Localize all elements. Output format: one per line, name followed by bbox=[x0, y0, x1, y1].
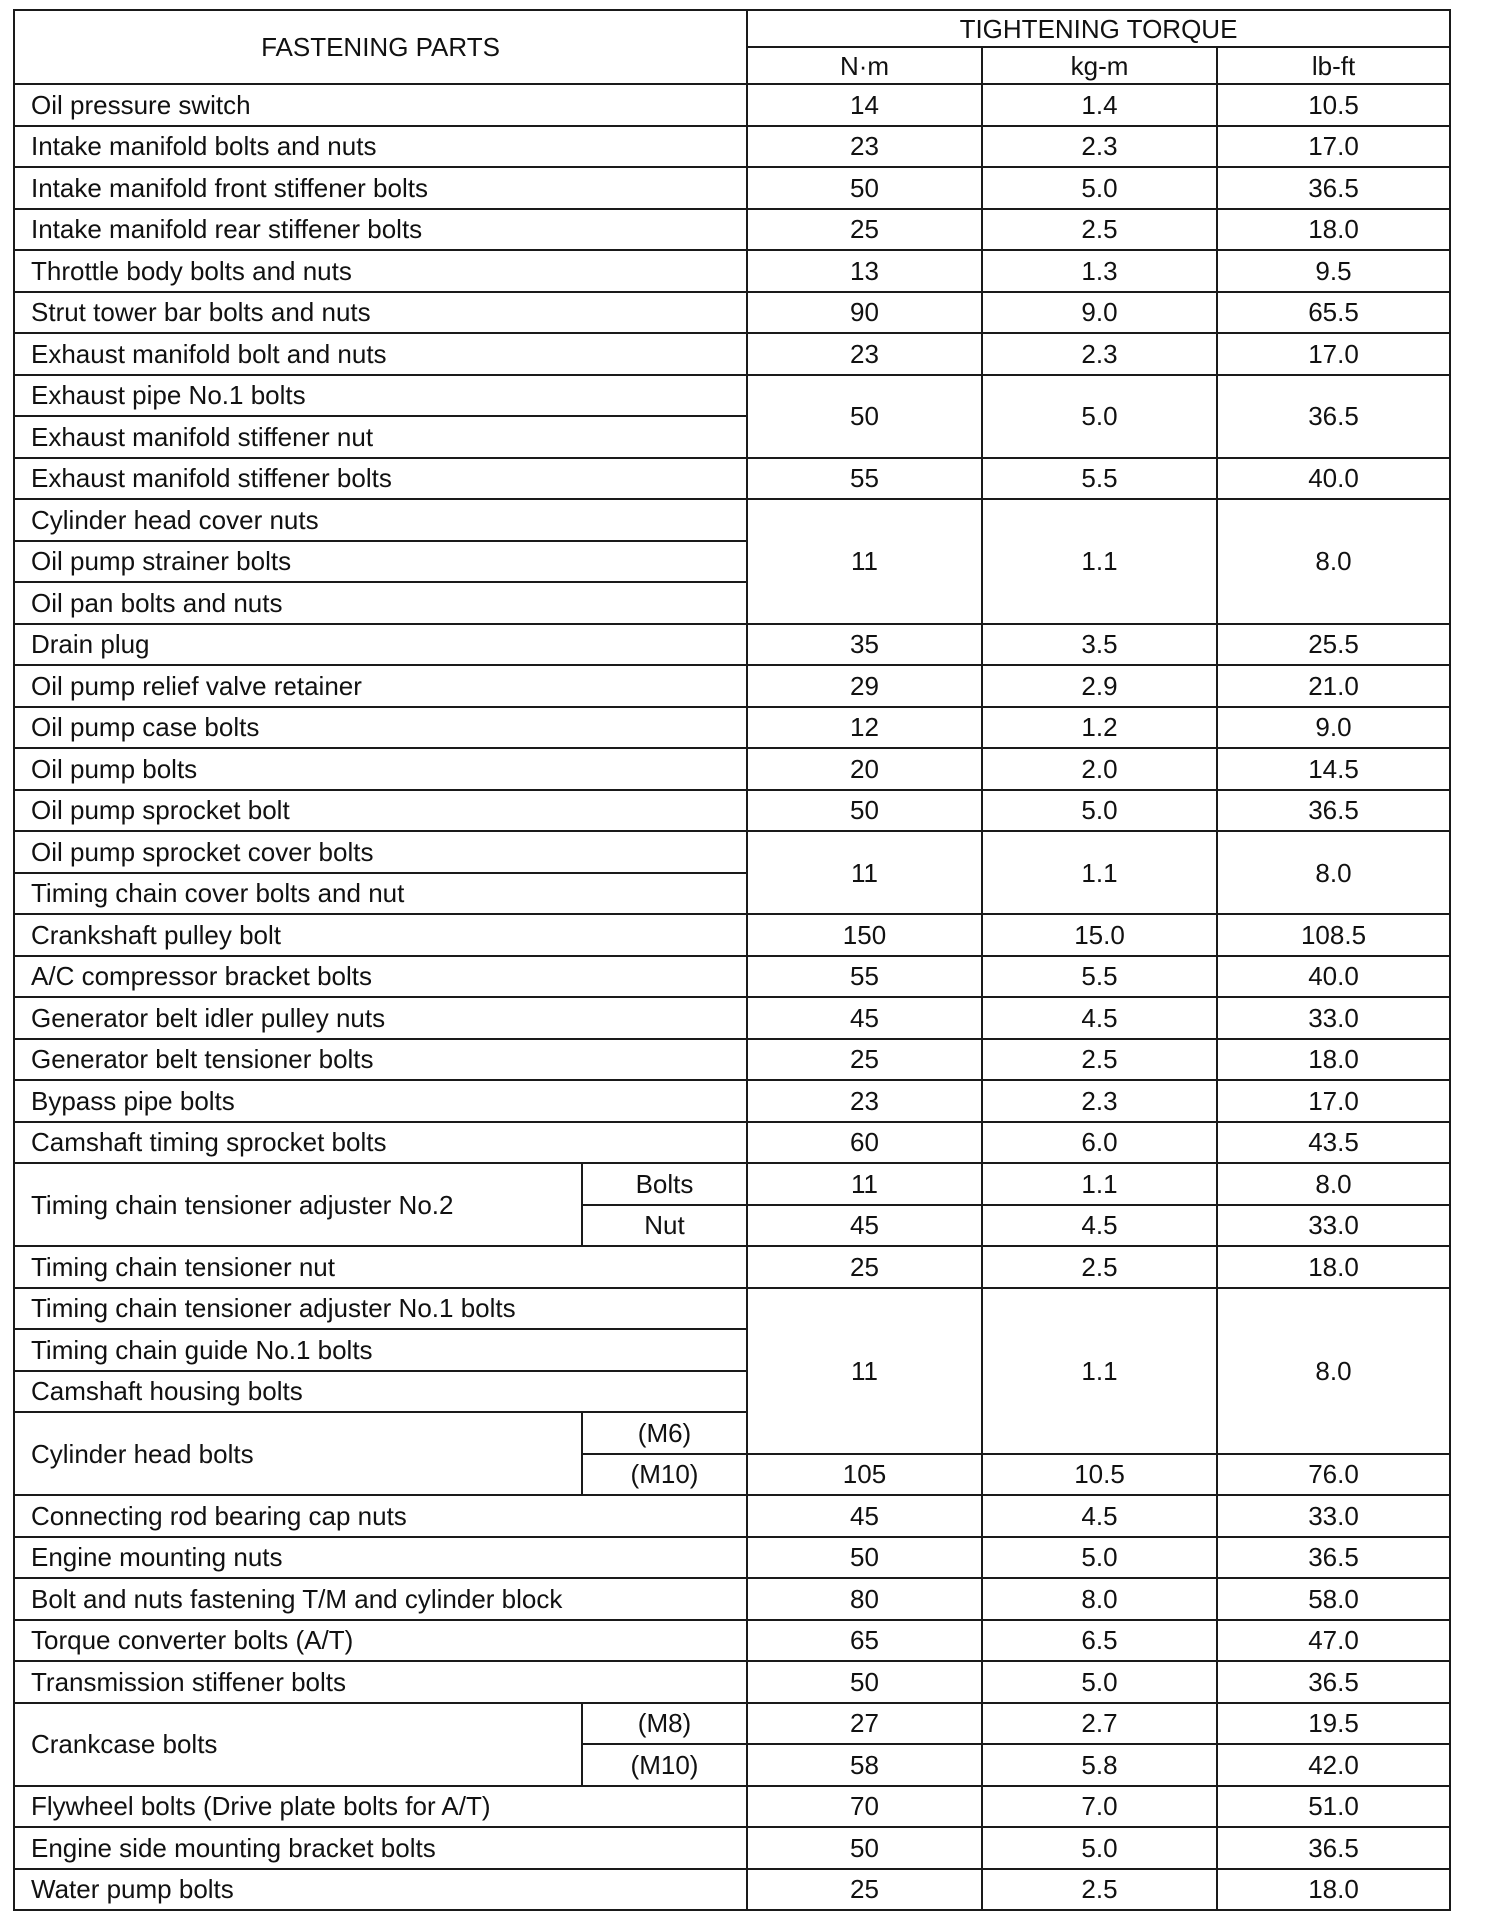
part-name: A/C compressor bracket bolts bbox=[14, 956, 747, 998]
torque-lbft: 9.0 bbox=[1217, 707, 1450, 749]
table-row bbox=[14, 167, 1450, 209]
torque-lbft: 8.0 bbox=[1217, 1163, 1450, 1205]
torque-kgm: 4.5 bbox=[982, 1495, 1217, 1537]
part-name: Camshaft timing sprocket bolts bbox=[14, 1122, 747, 1164]
torque-kgm: 10.5 bbox=[982, 1454, 1217, 1496]
torque-kgm: 1.1 bbox=[982, 831, 1217, 914]
torque-lbft: 42.0 bbox=[1217, 1744, 1450, 1786]
table-row bbox=[14, 748, 1450, 790]
torque-lbft: 18.0 bbox=[1217, 1039, 1450, 1081]
torque-nm: 25 bbox=[747, 209, 982, 251]
part-name: Generator belt idler pulley nuts bbox=[14, 997, 747, 1039]
table-row bbox=[14, 1827, 1450, 1869]
torque-kgm: 2.0 bbox=[982, 748, 1217, 790]
torque-lbft: 36.5 bbox=[1217, 375, 1450, 458]
part-name: Oil pump sprocket bolt bbox=[14, 790, 747, 832]
torque-kgm: 5.0 bbox=[982, 1537, 1217, 1579]
torque-nm: 23 bbox=[747, 333, 982, 375]
table-row bbox=[14, 458, 1450, 500]
part-name: Strut tower bar bolts and nuts bbox=[14, 292, 747, 334]
torque-lbft: 40.0 bbox=[1217, 458, 1450, 500]
table-row bbox=[14, 375, 1450, 417]
torque-kgm: 2.7 bbox=[982, 1703, 1217, 1745]
part-name: Oil pump relief valve retainer bbox=[14, 665, 747, 707]
torque-nm: 150 bbox=[747, 914, 982, 956]
part-name: Oil pressure switch bbox=[14, 84, 747, 126]
torque-lbft: 25.5 bbox=[1217, 624, 1450, 666]
torque-lbft: 33.0 bbox=[1217, 1205, 1450, 1247]
torque-lbft: 9.5 bbox=[1217, 250, 1450, 292]
torque-lbft: 36.5 bbox=[1217, 1827, 1450, 1869]
torque-lbft: 18.0 bbox=[1217, 209, 1450, 251]
table-row bbox=[14, 1578, 1450, 1620]
torque-lbft: 17.0 bbox=[1217, 1080, 1450, 1122]
torque-kgm: 5.8 bbox=[982, 1744, 1217, 1786]
torque-nm: 45 bbox=[747, 1205, 982, 1247]
table-row bbox=[14, 1080, 1450, 1122]
part-name: Crankshaft pulley bolt bbox=[14, 914, 747, 956]
torque-kgm: 9.0 bbox=[982, 292, 1217, 334]
torque-lbft: 18.0 bbox=[1217, 1869, 1450, 1911]
torque-lbft: 8.0 bbox=[1217, 1288, 1450, 1454]
table-row bbox=[14, 1122, 1450, 1164]
torque-kgm: 1.1 bbox=[982, 1163, 1217, 1205]
torque-kgm: 7.0 bbox=[982, 1786, 1217, 1828]
table-row bbox=[14, 1039, 1450, 1081]
torque-nm: 35 bbox=[747, 624, 982, 666]
torque-nm: 55 bbox=[747, 458, 982, 500]
torque-kgm: 1.4 bbox=[982, 84, 1217, 126]
table-row bbox=[14, 1703, 1450, 1745]
part-name: Cylinder head bolts bbox=[14, 1412, 582, 1495]
sub-label: Nut bbox=[582, 1205, 747, 1247]
torque-lbft: 10.5 bbox=[1217, 84, 1450, 126]
part-name: Transmission stiffener bolts bbox=[14, 1661, 747, 1703]
torque-table bbox=[13, 9, 1451, 1911]
table-row bbox=[14, 250, 1450, 292]
torque-lbft: 51.0 bbox=[1217, 1786, 1450, 1828]
part-name: Timing chain tensioner adjuster No.2 bbox=[14, 1163, 582, 1246]
part-name: Engine mounting nuts bbox=[14, 1537, 747, 1579]
part-name: Bypass pipe bolts bbox=[14, 1080, 747, 1122]
torque-nm: 80 bbox=[747, 1578, 982, 1620]
part-name: Timing chain guide No.1 bolts bbox=[14, 1329, 747, 1371]
torque-lbft: 17.0 bbox=[1217, 126, 1450, 168]
part-name: Connecting rod bearing cap nuts bbox=[14, 1495, 747, 1537]
torque-nm: 23 bbox=[747, 1080, 982, 1122]
torque-nm: 45 bbox=[747, 997, 982, 1039]
torque-nm: 45 bbox=[747, 1495, 982, 1537]
part-name: Bolt and nuts fastening T/M and cylinder block bbox=[14, 1578, 747, 1620]
torque-kgm: 3.5 bbox=[982, 624, 1217, 666]
torque-lbft: 36.5 bbox=[1217, 1661, 1450, 1703]
torque-kgm: 2.9 bbox=[982, 665, 1217, 707]
torque-kgm: 2.3 bbox=[982, 333, 1217, 375]
torque-lbft: 21.0 bbox=[1217, 665, 1450, 707]
torque-kgm: 8.0 bbox=[982, 1578, 1217, 1620]
part-name: Timing chain tensioner nut bbox=[14, 1246, 747, 1288]
part-name: Oil pump sprocket cover bolts bbox=[14, 831, 747, 873]
torque-nm: 105 bbox=[747, 1454, 982, 1496]
table-row bbox=[14, 1495, 1450, 1537]
torque-kgm: 5.0 bbox=[982, 375, 1217, 458]
torque-lbft: 8.0 bbox=[1217, 831, 1450, 914]
torque-nm: 11 bbox=[747, 499, 982, 624]
sub-label: Bolts bbox=[582, 1163, 747, 1205]
torque-nm: 13 bbox=[747, 250, 982, 292]
torque-lbft: 58.0 bbox=[1217, 1578, 1450, 1620]
part-name: Camshaft housing bolts bbox=[14, 1371, 747, 1413]
part-name: Intake manifold rear stiffener bolts bbox=[14, 209, 747, 251]
torque-kgm: 2.5 bbox=[982, 1039, 1217, 1081]
table-row bbox=[14, 499, 1450, 541]
torque-nm: 23 bbox=[747, 126, 982, 168]
table-row bbox=[14, 1869, 1450, 1911]
table-row bbox=[14, 1537, 1450, 1579]
torque-kgm: 1.1 bbox=[982, 1288, 1217, 1454]
part-name: Exhaust manifold stiffener nut bbox=[14, 416, 747, 458]
part-name: Flywheel bolts (Drive plate bolts for A/T) bbox=[14, 1786, 747, 1828]
table-row bbox=[14, 956, 1450, 998]
header-fastening-parts: FASTENING PARTS bbox=[14, 10, 747, 84]
table-row bbox=[14, 1246, 1450, 1288]
table-row bbox=[14, 624, 1450, 666]
table-row bbox=[14, 707, 1450, 749]
part-name: Exhaust pipe No.1 bolts bbox=[14, 375, 747, 417]
torque-kgm: 1.3 bbox=[982, 250, 1217, 292]
part-name: Drain plug bbox=[14, 624, 747, 666]
torque-kgm: 2.5 bbox=[982, 1246, 1217, 1288]
torque-lbft: 36.5 bbox=[1217, 1537, 1450, 1579]
torque-kgm: 6.5 bbox=[982, 1620, 1217, 1662]
torque-lbft: 40.0 bbox=[1217, 956, 1450, 998]
table-row bbox=[14, 126, 1450, 168]
torque-nm: 11 bbox=[747, 831, 982, 914]
torque-nm: 60 bbox=[747, 1122, 982, 1164]
sub-label: (M8) bbox=[582, 1703, 747, 1745]
torque-nm: 25 bbox=[747, 1246, 982, 1288]
part-name: Generator belt tensioner bolts bbox=[14, 1039, 747, 1081]
table-row bbox=[14, 914, 1450, 956]
table-row bbox=[14, 1288, 1450, 1330]
torque-lbft: 17.0 bbox=[1217, 333, 1450, 375]
torque-kgm: 6.0 bbox=[982, 1122, 1217, 1164]
torque-nm: 20 bbox=[747, 748, 982, 790]
torque-lbft: 36.5 bbox=[1217, 790, 1450, 832]
part-name: Oil pump bolts bbox=[14, 748, 747, 790]
torque-lbft: 33.0 bbox=[1217, 997, 1450, 1039]
part-name: Timing chain cover bolts and nut bbox=[14, 873, 747, 915]
torque-lbft: 33.0 bbox=[1217, 1495, 1450, 1537]
torque-lbft: 43.5 bbox=[1217, 1122, 1450, 1164]
table-row bbox=[14, 831, 1450, 873]
torque-kgm: 4.5 bbox=[982, 997, 1217, 1039]
part-name: Engine side mounting bracket bolts bbox=[14, 1827, 747, 1869]
torque-nm: 27 bbox=[747, 1703, 982, 1745]
torque-kgm: 2.5 bbox=[982, 209, 1217, 251]
table-row bbox=[14, 292, 1450, 334]
torque-kgm: 15.0 bbox=[982, 914, 1217, 956]
torque-nm: 70 bbox=[747, 1786, 982, 1828]
table-row bbox=[14, 209, 1450, 251]
torque-kgm: 2.3 bbox=[982, 126, 1217, 168]
torque-kgm: 2.5 bbox=[982, 1869, 1217, 1911]
torque-nm: 50 bbox=[747, 1537, 982, 1579]
part-name: Oil pan bolts and nuts bbox=[14, 582, 747, 624]
table-row bbox=[14, 333, 1450, 375]
torque-kgm: 5.5 bbox=[982, 956, 1217, 998]
torque-nm: 11 bbox=[747, 1288, 982, 1454]
torque-nm: 14 bbox=[747, 84, 982, 126]
table-row bbox=[14, 1786, 1450, 1828]
torque-nm: 65 bbox=[747, 1620, 982, 1662]
torque-nm: 25 bbox=[747, 1869, 982, 1911]
part-name: Exhaust manifold stiffener bolts bbox=[14, 458, 747, 500]
torque-kgm: 1.1 bbox=[982, 499, 1217, 624]
part-name: Cylinder head cover nuts bbox=[14, 499, 747, 541]
part-name: Oil pump case bolts bbox=[14, 707, 747, 749]
part-name: Intake manifold bolts and nuts bbox=[14, 126, 747, 168]
header-unit-nm: N·m bbox=[747, 47, 982, 84]
torque-kgm: 2.3 bbox=[982, 1080, 1217, 1122]
torque-lbft: 65.5 bbox=[1217, 292, 1450, 334]
torque-nm: 12 bbox=[747, 707, 982, 749]
header-tightening-torque: TIGHTENING TORQUE bbox=[747, 10, 1450, 47]
part-name: Crankcase bolts bbox=[14, 1703, 582, 1786]
torque-lbft: 36.5 bbox=[1217, 167, 1450, 209]
part-name: Water pump bolts bbox=[14, 1869, 747, 1911]
table-row bbox=[14, 997, 1450, 1039]
torque-kgm: 5.0 bbox=[982, 790, 1217, 832]
table-row bbox=[14, 790, 1450, 832]
torque-kgm: 5.0 bbox=[982, 167, 1217, 209]
table-row bbox=[14, 84, 1450, 126]
torque-kgm: 5.0 bbox=[982, 1661, 1217, 1703]
torque-nm: 50 bbox=[747, 375, 982, 458]
torque-nm: 50 bbox=[747, 790, 982, 832]
part-name: Torque converter bolts (A/T) bbox=[14, 1620, 747, 1662]
torque-lbft: 19.5 bbox=[1217, 1703, 1450, 1745]
torque-kgm: 5.5 bbox=[982, 458, 1217, 500]
torque-nm: 29 bbox=[747, 665, 982, 707]
part-name: Exhaust manifold bolt and nuts bbox=[14, 333, 747, 375]
torque-nm: 50 bbox=[747, 1661, 982, 1703]
header-row bbox=[14, 10, 1450, 47]
torque-lbft: 14.5 bbox=[1217, 748, 1450, 790]
part-name: Intake manifold front stiffener bolts bbox=[14, 167, 747, 209]
torque-nm: 25 bbox=[747, 1039, 982, 1081]
torque-lbft: 76.0 bbox=[1217, 1454, 1450, 1496]
header-unit-lbft: lb-ft bbox=[1217, 47, 1450, 84]
torque-nm: 50 bbox=[747, 167, 982, 209]
torque-nm: 11 bbox=[747, 1163, 982, 1205]
torque-lbft: 8.0 bbox=[1217, 499, 1450, 624]
torque-kgm: 4.5 bbox=[982, 1205, 1217, 1247]
torque-lbft: 108.5 bbox=[1217, 914, 1450, 956]
part-name: Oil pump strainer bolts bbox=[14, 541, 747, 583]
table-row bbox=[14, 1163, 1450, 1205]
torque-kgm: 1.2 bbox=[982, 707, 1217, 749]
sub-label: (M10) bbox=[582, 1744, 747, 1786]
part-name: Throttle body bolts and nuts bbox=[14, 250, 747, 292]
table-row bbox=[14, 665, 1450, 707]
torque-kgm: 5.0 bbox=[982, 1827, 1217, 1869]
table-row bbox=[14, 1620, 1450, 1662]
torque-nm: 90 bbox=[747, 292, 982, 334]
torque-lbft: 47.0 bbox=[1217, 1620, 1450, 1662]
torque-nm: 55 bbox=[747, 956, 982, 998]
torque-nm: 50 bbox=[747, 1827, 982, 1869]
part-name: Timing chain tensioner adjuster No.1 bolts bbox=[14, 1288, 747, 1330]
header-unit-kgm: kg-m bbox=[982, 47, 1217, 84]
sub-label: (M10) bbox=[582, 1454, 747, 1496]
torque-lbft: 18.0 bbox=[1217, 1246, 1450, 1288]
torque-nm: 58 bbox=[747, 1744, 982, 1786]
table-row bbox=[14, 1661, 1450, 1703]
sub-label: (M6) bbox=[582, 1412, 747, 1454]
